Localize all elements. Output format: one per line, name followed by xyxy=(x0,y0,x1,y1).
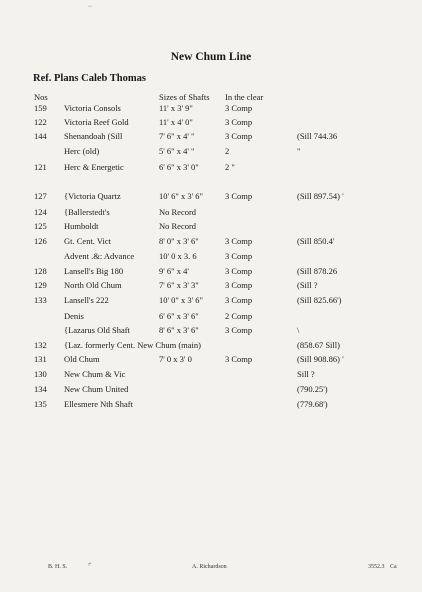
table-row xyxy=(0,251,422,263)
table-row xyxy=(0,354,422,366)
footer-author: A. Richardson xyxy=(192,564,227,570)
shaft-size: 7' 0 x 3' 0 xyxy=(159,354,192,364)
sill-note: (Sill 908.86) ' xyxy=(297,354,344,364)
in-clear: 3 Comp xyxy=(225,117,253,127)
ref-number: 134 xyxy=(34,384,47,394)
shaft-name: Shenandoah (Sill xyxy=(64,131,123,141)
sill-note: (Sill 850.4' xyxy=(297,236,335,246)
in-clear: 2 Comp xyxy=(225,311,253,321)
sill-note: (Sill 878.26 xyxy=(297,266,338,276)
shaft-name: Old Chum xyxy=(64,354,100,364)
shaft-size: 8' 0" x 3' 6" xyxy=(159,236,199,246)
shaft-size: 10' 0 x 3. 6 xyxy=(159,251,197,261)
footer-left: B. H. S. xyxy=(48,564,68,570)
sill-note: Sill ? xyxy=(297,369,315,379)
footer-reference-note: Ca xyxy=(390,564,397,570)
shaft-name: New Chum United xyxy=(64,384,129,394)
footer-reference: 3552.3 xyxy=(368,564,385,570)
in-clear: 3 Comp xyxy=(225,251,253,261)
header-clear: In the clear xyxy=(225,92,264,102)
ref-number: 135 xyxy=(34,399,47,409)
shaft-name: Lansell's 222 xyxy=(64,295,109,305)
sill-note: (858.67 Sill) xyxy=(297,340,340,350)
shaft-size: No Record xyxy=(159,207,197,217)
shaft-size: 10' 0" x 3' 6" xyxy=(159,295,204,305)
ref-number: 133 xyxy=(34,295,47,305)
table-row xyxy=(0,295,422,307)
sill-note: (Sill 897.54) ' xyxy=(297,191,344,201)
table-row xyxy=(0,399,422,411)
shaft-name: {Ballerstedt's xyxy=(64,207,110,217)
shaft-name: Herc (old) xyxy=(64,146,100,156)
shaft-name: Lansell's Big 180 xyxy=(64,266,124,276)
shaft-name: New Chum & Vic xyxy=(64,369,126,379)
shaft-size: 9' 6" x 4' xyxy=(159,266,189,276)
table-row xyxy=(0,103,422,115)
shaft-size: 11' x 4' 0" xyxy=(159,117,193,127)
ref-number: 131 xyxy=(34,354,47,364)
header-sizes: Sizes of Shafts xyxy=(159,92,210,102)
sill-note: " xyxy=(297,146,301,156)
shaft-name: Victoria Reef Gold xyxy=(64,117,129,127)
shaft-name: Ellesmere Nth Shaft xyxy=(64,399,133,409)
shaft-name: {Laz. formerly Cent. New Chum (main) xyxy=(64,340,201,350)
shaft-name: Herc & Energetic xyxy=(64,162,124,172)
shaft-size: 7' 6" x 4' " xyxy=(159,131,195,141)
ref-number: 121 xyxy=(34,162,47,172)
ref-number: 128 xyxy=(34,266,47,276)
sill-note: (779.68') xyxy=(297,399,328,409)
table-row xyxy=(0,236,422,248)
in-clear: 3 Comp xyxy=(225,236,253,246)
ref-number: 124 xyxy=(34,207,47,217)
ref-number: 159 xyxy=(34,103,47,113)
table-row xyxy=(0,146,422,158)
ref-number: 129 xyxy=(34,280,47,290)
ref-number: 127 xyxy=(34,191,47,201)
sill-note: \ xyxy=(297,325,300,335)
ref-number: 144 xyxy=(34,131,47,141)
sill-note: (Sill 825.66') xyxy=(297,295,342,305)
shaft-size: 6' 6" x 3' 6" xyxy=(159,311,199,321)
in-clear: 3 Comp xyxy=(225,103,253,113)
sill-note: (Sill ? xyxy=(297,280,318,290)
header-nos: Nos xyxy=(34,92,48,102)
shaft-name: Gt. Cent. Vict xyxy=(64,236,112,246)
shaft-size: 7' 6" x 3' 3" xyxy=(159,280,199,290)
shaft-size: No Record xyxy=(159,221,197,231)
ref-number: 130 xyxy=(34,369,47,379)
shaft-size: 8' 6" x 3' 6" xyxy=(159,325,199,335)
table-row xyxy=(0,340,422,352)
table-row xyxy=(0,384,422,396)
in-clear: 2 " xyxy=(225,162,235,172)
in-clear: 3 Comp xyxy=(225,280,253,290)
shaft-name: Advent .&: Advance xyxy=(64,251,135,261)
table-row xyxy=(0,162,422,174)
shaft-name: Denis xyxy=(64,311,84,321)
ref-number: 132 xyxy=(34,340,47,350)
in-clear: 3 Comp xyxy=(225,266,253,276)
table-row xyxy=(0,280,422,292)
table-row xyxy=(0,207,422,219)
ref-number: 122 xyxy=(34,117,47,127)
sill-note: (790.25') xyxy=(297,384,328,394)
ref-number: 126 xyxy=(34,236,47,246)
in-clear: 3 Comp xyxy=(225,295,253,305)
tick-mark-icon: ⌜ xyxy=(88,562,92,571)
table-row xyxy=(0,325,422,337)
table-row xyxy=(0,117,422,129)
table-row xyxy=(0,311,422,323)
in-clear: 3 Comp xyxy=(225,131,253,141)
shaft-size: 10' 6" x 3' 6" xyxy=(159,191,204,201)
sill-note: (Sill 744.36 xyxy=(297,131,338,141)
shaft-name: {Lazarus Old Shaft xyxy=(64,325,130,335)
in-clear: 3 Comp xyxy=(225,191,253,201)
ref-number: 125 xyxy=(34,221,47,231)
page-title: New Chum Line xyxy=(170,51,252,63)
table-row xyxy=(0,191,422,203)
table-row xyxy=(0,369,422,381)
in-clear: 3 Comp xyxy=(225,325,253,335)
shaft-name: North Old Chum xyxy=(64,280,122,290)
shaft-name: Victoria Consols xyxy=(64,103,121,113)
in-clear: 3 Comp xyxy=(225,354,253,364)
in-clear: 2 xyxy=(225,146,230,156)
table-row xyxy=(0,221,422,233)
shaft-size: 6' 6" x 3' 0" xyxy=(159,162,199,172)
shaft-name: {Victoria Quartz xyxy=(64,191,121,201)
shaft-name: Humboldt xyxy=(64,221,99,231)
shaft-size: 11' x 3' 9" xyxy=(159,103,193,113)
shaft-size: 5' 6" x 4' " xyxy=(159,146,195,156)
table-row xyxy=(0,131,422,143)
table-row xyxy=(0,266,422,278)
pencil-mark-icon: ~ xyxy=(88,2,93,11)
page-subtitle: Ref. Plans Caleb Thomas xyxy=(33,73,146,84)
